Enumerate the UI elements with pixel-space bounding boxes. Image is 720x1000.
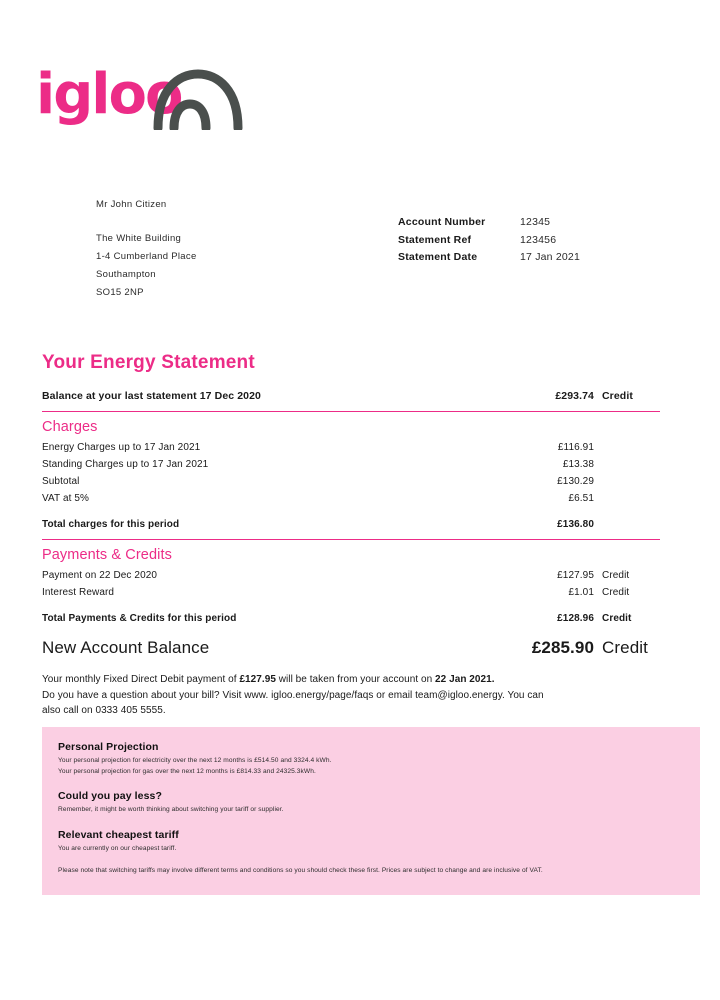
notice-line2: Do you have a question about your bill? Visit www. igloo.energy/page/faqs or email team@igloo.energy. You can (42, 689, 544, 701)
divider (42, 411, 660, 412)
divider (42, 539, 660, 540)
notice-line1-mid: will be taken from your account on (275, 674, 436, 685)
total-payments-row (42, 610, 660, 627)
new-account-balance-row (42, 633, 660, 663)
last-balance-tag: Credit (602, 390, 633, 402)
personal-projection-heading: Personal Projection (58, 741, 159, 753)
charge-row (42, 473, 660, 490)
new-account-balance-label: New Account Balance (42, 638, 210, 657)
address-line: 1-4 Cumberland Place (96, 251, 197, 262)
charge-label: Standing Charges up to 17 Jan 2021 (42, 459, 209, 470)
statement-date-value: 17 Jan 2021 (520, 251, 581, 263)
payment-amount: £127.95 (557, 570, 594, 581)
statement-ref-value: 123456 (520, 233, 557, 246)
charge-amount: £13.38 (562, 459, 594, 470)
total-payments-tag: Credit (602, 613, 632, 624)
charge-amount: £6.51 (568, 493, 594, 504)
payment-label: Interest Reward (42, 587, 115, 598)
statement-ref-label: Statement Ref (398, 233, 472, 246)
notice-date: 22 Jan 2021. (435, 674, 495, 685)
last-balance-row (42, 388, 660, 405)
notice-line3: also call on 0333 405 5555. (42, 705, 166, 716)
payment-row (42, 567, 660, 584)
charge-label: VAT at 5% (42, 493, 90, 504)
last-balance-label: Balance at your last statement 17 Dec 2020 (42, 390, 261, 402)
address-line: SO15 2NP (96, 287, 144, 298)
projection-gas-text: Your personal projection for gas over the next 12 months is £814.33 and 24325.3kWh. (58, 767, 316, 775)
total-charges-amount: £136.80 (557, 519, 594, 530)
payment-label: Payment on 22 Dec 2020 (42, 570, 158, 581)
statement-date-row (398, 249, 580, 267)
last-balance-amount: £293.74 (555, 390, 594, 402)
total-payments-amount: £128.96 (557, 613, 594, 624)
new-account-balance-amount: £285.90 (531, 638, 594, 657)
charge-label: Energy Charges up to 17 Jan 2021 (42, 442, 201, 453)
address-line: Southampton (96, 269, 156, 280)
customer-address (96, 196, 197, 302)
projection-electricity-text: Your personal projection for electricity over the next 12 months is £514.50 and 3324.4 kWh. (58, 757, 332, 764)
payment-row (42, 584, 660, 601)
account-number-value: 12345 (520, 216, 551, 228)
payment-tag: Credit (602, 570, 630, 581)
charge-label: Subtotal (42, 476, 80, 487)
statement-ref-row (398, 232, 580, 250)
charge-amount: £130.29 (557, 476, 594, 487)
total-charges-row (42, 516, 660, 533)
payment-notice (42, 672, 664, 719)
new-account-balance-tag: Credit (602, 638, 648, 657)
charge-amount: £116.91 (557, 442, 594, 453)
projection-info-box (42, 727, 700, 895)
cheapest-tariff-text: You are currently on our cheapest tariff. (58, 844, 177, 852)
total-payments-label: Total Payments & Credits for this period (42, 613, 237, 624)
energy-statement-section (42, 352, 660, 663)
account-number-label: Account Number (398, 216, 486, 228)
payments-heading: Payments & Credits (42, 547, 172, 563)
charge-row (42, 439, 660, 456)
logo-wordmark: igloo (36, 62, 182, 127)
igloo-logo (36, 62, 246, 134)
notice-amount: £127.95 (239, 674, 276, 685)
statement-date-label: Statement Date (398, 251, 478, 263)
cheapest-tariff-heading: Relevant cheapest tariff (58, 828, 179, 841)
charges-heading: Charges (42, 419, 98, 435)
customer-name: Mr John Citizen (96, 199, 167, 210)
pay-less-text: Remember, it might be worth thinking about switching your tariff or supplier. (58, 806, 284, 813)
charge-row (42, 456, 660, 473)
charge-row (42, 490, 660, 507)
account-number-row (398, 214, 580, 232)
address-line: The White Building (96, 233, 182, 244)
payment-amount: £1.01 (568, 587, 594, 598)
page-title: Your Energy Statement (42, 352, 255, 373)
total-charges-label: Total charges for this period (42, 519, 180, 530)
tariff-disclaimer: Please note that switching tariffs may involve different terms and conditions so you should check these first. Prices are subject to change and are inclusive of VAT. (58, 867, 543, 874)
account-details (398, 214, 580, 267)
notice-line1-pre: Your monthly Fixed Direct Debit payment of (42, 674, 240, 685)
pay-less-heading: Could you pay less? (58, 790, 163, 802)
payment-tag: Credit (602, 587, 630, 598)
igloo-arch-icon (152, 66, 244, 130)
